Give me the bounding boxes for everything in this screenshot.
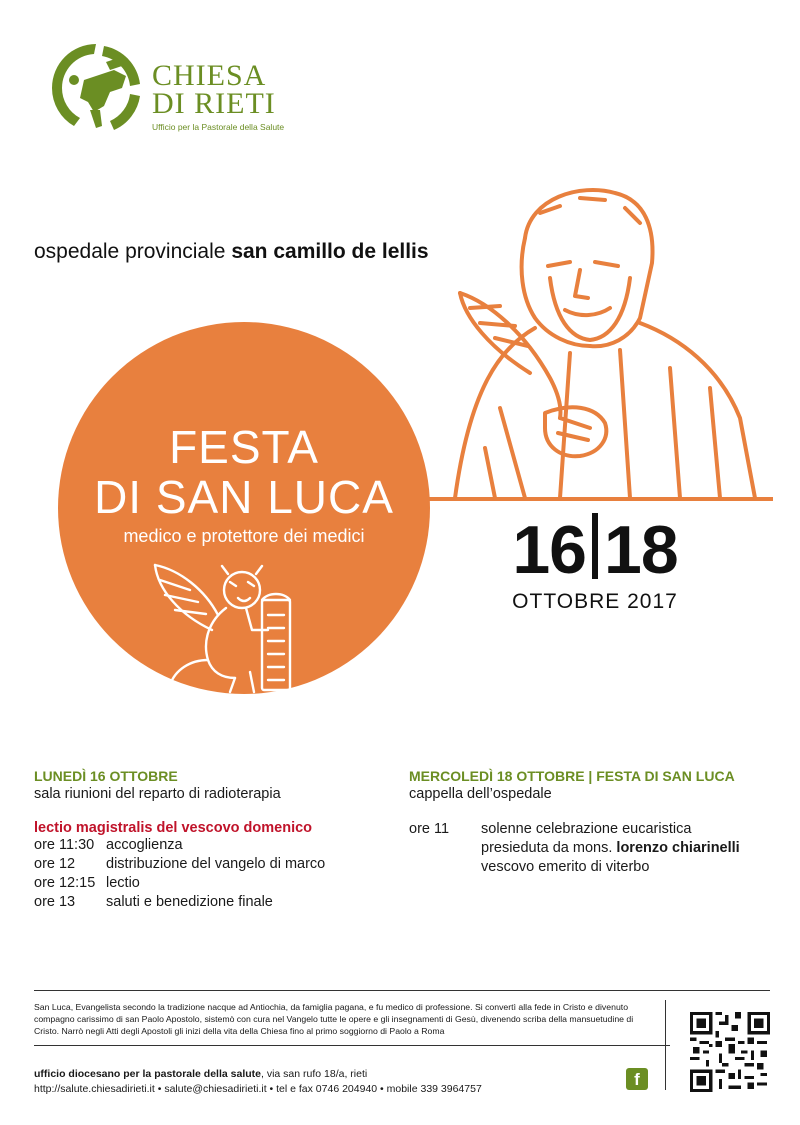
celebrant-name: lorenzo chiarinelli: [616, 840, 740, 856]
schedule-row: [34, 855, 384, 874]
schedule-text: saluti e benedizione finale: [106, 894, 273, 910]
day1-venue: sala riunioni del reparto di radioterapia: [34, 786, 281, 802]
logo-line2: DI RIETI: [152, 87, 276, 120]
event-title-line1: FESTA: [169, 421, 319, 473]
day1-highlight: lectio magistralis del vescovo domenico: [34, 820, 313, 836]
celebrant-prefix: presieduta da mons.: [481, 840, 613, 856]
celebrant-title: vescovo emerito di viterbo: [481, 859, 650, 875]
day2-venue: cappella dell’ospedale: [409, 786, 552, 802]
office-info: [34, 1067, 654, 1097]
date-end: 18: [604, 512, 678, 588]
facebook-icon[interactable]: f: [626, 1068, 648, 1090]
hospital-name: san camillo de lellis: [231, 240, 429, 263]
mass-line: solenne celebrazione eucaristica: [481, 821, 692, 837]
event-title: [58, 422, 430, 522]
event-title-line2: DI SAN LUCA: [94, 471, 394, 523]
date-start: 16: [512, 512, 586, 588]
footer-separator: [665, 1000, 666, 1090]
schedule-row: [34, 893, 384, 912]
event-subtitle: medico e protettore dei medici: [123, 526, 365, 546]
hospital-heading: [34, 240, 429, 264]
logo-line1: CHIESA: [152, 59, 267, 92]
program-day1: [34, 768, 384, 912]
schedule-time: ore 12:15: [34, 875, 96, 891]
event-dates: [495, 510, 695, 590]
office-address: , via san rufo 18/a, rieti: [261, 1068, 368, 1080]
footer-rule-mid: [34, 1045, 670, 1046]
schedule-text: lectio: [106, 875, 140, 891]
qr-code: [690, 1012, 770, 1092]
office-line: [34, 1067, 654, 1082]
schedule-text: accoglienza: [106, 837, 183, 853]
logo-wordmark: [152, 59, 285, 132]
footer-rule: [34, 990, 770, 991]
schedule-text: distribuzione del vangelo di marco: [106, 856, 326, 872]
divider-line: [425, 497, 773, 501]
schedule-row: [34, 836, 384, 855]
schedule-time: ore 12: [34, 856, 76, 872]
saint-biography: San Luca, Evangelista secondo la tradizione nacque ad Antiochia, da famiglia pagana, e fu medico di professione. Si convertì alla fede in Cristo e divenuto compagno carissimo di san Paolo Apostolo, sistemò con cura nel Vangelo tutte le opere e gli insegnamenti di Gesù, divenendo scriba della mansuetudine di Cristo. Narrò negli Atti degli Apostoli gli inizi della vita della Chiesa fino al primo soggiorno di Paolo a Roma: [34, 1002, 634, 1036]
date-separator: [592, 513, 598, 579]
schedule-details: [481, 820, 740, 877]
month-year: OTTOBRE 2017: [512, 590, 678, 613]
hospital-prefix: ospedale provinciale: [34, 240, 226, 263]
schedule-time: ore 11:30: [34, 837, 95, 853]
schedule-row: [34, 874, 384, 893]
schedule-time: ore 13: [34, 894, 76, 910]
day2-heading: MERCOLEDÌ 18 OTTOBRE | FESTA DI SAN LUCA: [409, 768, 735, 784]
saint-luke-illustration: [430, 178, 775, 503]
winged-ox-icon: [150, 560, 300, 695]
office-name: ufficio diocesano per la pastorale della salute: [34, 1068, 261, 1080]
schedule-time: ore 11: [409, 821, 450, 837]
office-contacts[interactable]: http://salute.chiesadirieti.it • salute@chiesadirieti.it • tel e fax 0746 204940 • mobile 339 3964757: [34, 1083, 482, 1095]
chiesa-di-rieti-logo: [44, 40, 148, 136]
program-day2: [409, 768, 779, 877]
logo-subtitle: Ufficio per la Pastorale della Salute: [152, 122, 285, 132]
schedule-row: [409, 820, 779, 877]
day1-heading: LUNEDÌ 16 OTTOBRE: [34, 768, 178, 784]
celebrant-line: [481, 839, 740, 858]
